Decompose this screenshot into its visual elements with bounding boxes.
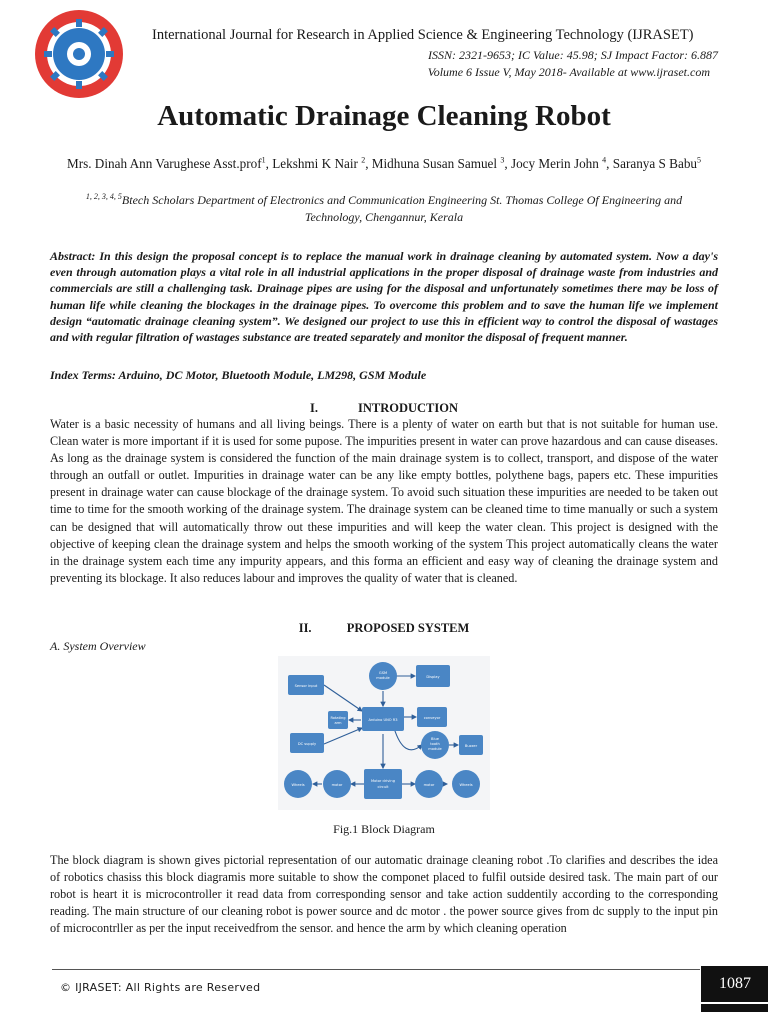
gsm-label: module bbox=[376, 676, 390, 680]
page-number-bar bbox=[701, 1004, 768, 1012]
motor-label: motor bbox=[423, 783, 435, 787]
introduction-paragraph: Water is a basic necessity of humans and all living beings. There is a plenty of water on earth but that is not suitable for human use. Clean water is more important if it is used for some pupose. The impurities present in water can prove hazardous and can cause diseases. As long as the drainage system is considered the function of the main drainage system is to collect, transport, and dispose of the water through an outfall or outlet. Impurities in drainage water can be any like empty bottles, polythene bags, papers etc. These impurities present in drainage water can cause blockage of the drainage system. To avoid such situation these impurities are needed to be taken out time to time for the smooth working of the drainage system. The drainage system can be cleaned time to time manually or such a system can be designed that will automatically throw out these impurities and will keep the water clean. This project is designed with the objective of keeping clean the drainage system and helps the smooth working of the system This project automatically cleans the water in the drainage system each time any impurity appears, and this forma an efficient and easy way of cleaning the drainage system and preventing its blockage. It also reduces labour and improves the quality of water that is cleaned. bbox=[50, 417, 718, 585]
bluetooth-label: module bbox=[428, 747, 442, 751]
journal-name: International Journal for Research in Applied Science & Engineering Technology (IJRASET) bbox=[152, 27, 694, 43]
author-name: , Jocy Merin John bbox=[504, 156, 603, 171]
author-name: , Midhuna Susan Samuel bbox=[365, 156, 501, 171]
subsection-heading: A. System Overview bbox=[50, 639, 146, 653]
wheels-label: Wheels bbox=[291, 783, 305, 787]
display-label: Display bbox=[426, 675, 440, 679]
affiliation-text: Btech Scholars Department of Electronics and Communication Engineering St. Thomas College Of Engineering and Technology, Chengannur, Kerala bbox=[121, 193, 683, 224]
gsm-label: GSM bbox=[378, 671, 388, 675]
buzzer-label: Buzzer bbox=[464, 744, 478, 748]
copyright-notice: © IJRASET: All Rights are Reserved bbox=[60, 981, 261, 994]
bluetooth-label: tooth bbox=[430, 742, 440, 746]
rotating-arm-label: arm bbox=[334, 721, 342, 725]
author-list bbox=[60, 155, 708, 173]
bluetooth-label: Blue bbox=[431, 737, 439, 741]
author-index: 5 bbox=[697, 155, 702, 165]
volume-line: Volume 6 Issue V, May 2018- Available at www.ijraset.com bbox=[427, 65, 710, 79]
paper-title: Automatic Drainage Cleaning Robot bbox=[157, 100, 611, 132]
motor-driver-label: circuit bbox=[377, 785, 389, 789]
block-diagram-paragraph: The block diagram is shown gives pictorial representation of our automatic drainage cleaning robot .To clarifies and describes the idea of robotics chasiss this block diagramis more suitable to show the componet placed to fulfil outside desired task. The main part of our robot is heart it is microcontroller it read data from corresponding sensor and take action suddentily according to the corresponding reading. The main structure of our cleaning robot is power source and dc motor . the power source gives from dc supply to the input pin of microcontrller as per the input receivedfrom the sensor. and hence the arm by which cleaning operation bbox=[50, 853, 718, 936]
section-title: INTRODUCTION bbox=[357, 401, 458, 415]
arduino-label: Arduino UNO R3 bbox=[368, 718, 398, 722]
affiliation-index: 1, 2, 3, 4, 5 bbox=[85, 192, 122, 201]
motor-driver-label: Motor driving bbox=[371, 779, 395, 783]
section-heading-proposed-system bbox=[0, 621, 768, 636]
motor-driver-block bbox=[364, 769, 402, 799]
author-index: 4 bbox=[602, 155, 607, 165]
author-index: 2 bbox=[361, 155, 366, 165]
journal-logo bbox=[32, 8, 126, 100]
dc-supply-label: DC supply bbox=[297, 742, 317, 746]
abstract: Abstract: In this design the proposal concept is to replace the manual work in drainage cleaning by automated system. Now a day's even through automation plays a vital role in all industrial applications in the proper disposal of drainage waste from industries and commercials are still a challenging task. Drainage pipes are using for the disposal and unfortunately sometimes there may be loss of human life while cleaning the blockages in the drainage pipes. To overcome this problem and to save the human life we implement design “automatic drainage cleaning system”. We designed our project to use this in efficient way to control the disposal of wastages and with regular filtration of wastages substance are treated separately and monitor the disposal of frequent manner. bbox=[50, 249, 718, 345]
index-terms: Index Terms: Arduino, DC Motor, Bluetooth Module, LM298, GSM Module bbox=[50, 368, 427, 382]
author-name: Mrs. Dinah Ann Varughese Asst.prof bbox=[66, 156, 262, 171]
sensor-input-label: Sensor input bbox=[294, 684, 318, 688]
section-number: II. bbox=[298, 621, 312, 635]
author-index: 1 bbox=[261, 155, 266, 165]
figure-caption: Fig.1 Block Diagram bbox=[333, 822, 435, 836]
section-heading-introduction bbox=[0, 401, 768, 416]
issn-line: ISSN: 2321-9653; IC Value: 45.98; SJ Impact Factor: 6.887 bbox=[428, 48, 718, 62]
motor-label: motor bbox=[331, 783, 343, 787]
conveyor-label: conveyor bbox=[423, 716, 441, 720]
author-name: , Lekshmi K Nair bbox=[265, 156, 362, 171]
section-number: I. bbox=[309, 401, 318, 415]
section-title: PROPOSED SYSTEM bbox=[346, 621, 470, 635]
wheels-label: Wheels bbox=[459, 783, 473, 787]
page-number: 1087 bbox=[719, 975, 751, 992]
affiliation bbox=[60, 192, 708, 226]
block-diagram-figure bbox=[278, 656, 490, 810]
rotating-arm-block bbox=[328, 711, 348, 729]
rotating-arm-label: Rotating bbox=[330, 716, 346, 720]
author-name: , Saranya S Babu bbox=[606, 156, 698, 171]
author-index: 3 bbox=[500, 155, 505, 165]
footer-divider bbox=[52, 969, 700, 970]
page-number-box bbox=[701, 966, 768, 1002]
